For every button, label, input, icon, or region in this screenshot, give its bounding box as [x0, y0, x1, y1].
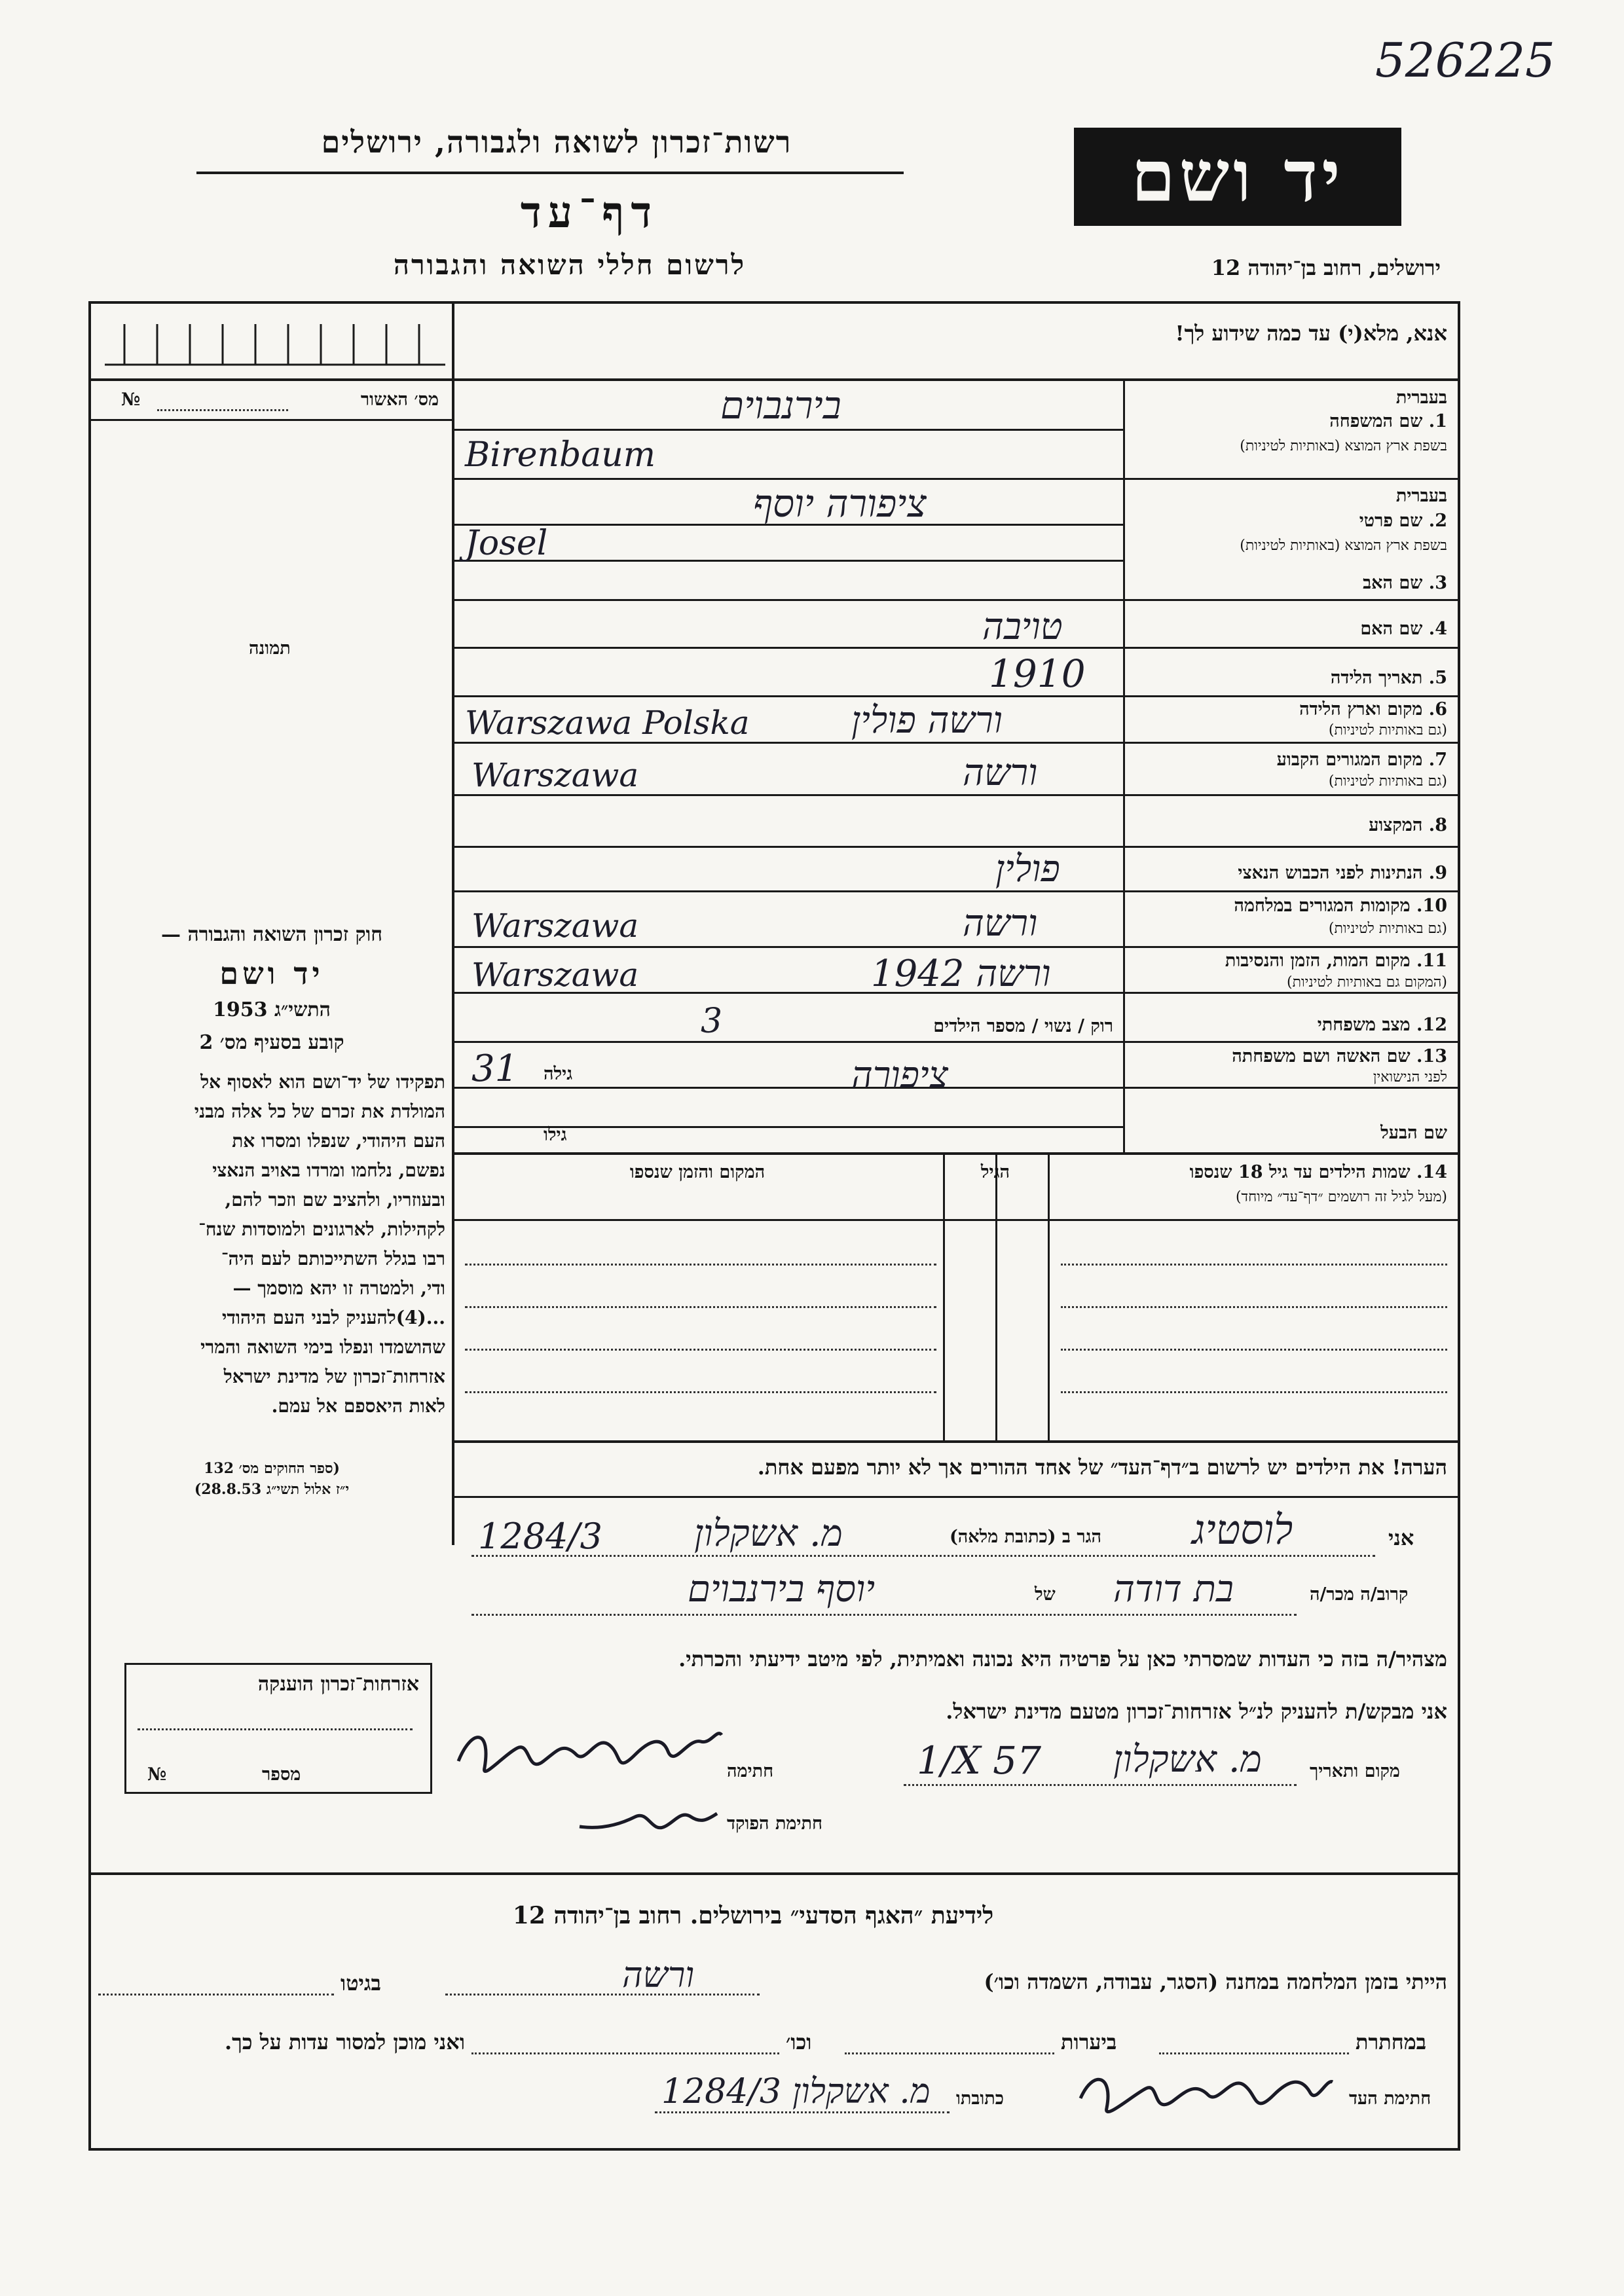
- law-line: שהושמדו ונפלו בימי השואה והמרי: [200, 1336, 445, 1358]
- notice-line1-value: ורשה: [622, 1954, 695, 1995]
- witness-address-no: 1284/3: [661, 2072, 781, 2111]
- approval-no-text: מס׳ האשור: [360, 390, 439, 410]
- witness-name-value: לוסטיג: [1192, 1506, 1293, 1554]
- request: אני מבקש/ת להעניק לנ״ל אזרחות־זכרון מטעם מדינת ישראל.: [946, 1699, 1447, 1724]
- witness-signature: [452, 1715, 727, 1787]
- nationality-label: 9. הנתינות לפני הכבוש הנאצי: [1238, 863, 1447, 883]
- citizenship-title: אזרחות־זכרון הוענקה: [257, 1673, 419, 1696]
- address: ירושלים, רחוב בן־יהודה 12: [1211, 255, 1441, 280]
- birthplace-heb-value: ורשה פולין: [851, 699, 1003, 742]
- law-line: ...(4)להעניק לבני העם היהודי: [222, 1307, 445, 1328]
- law-line: העם היהודי, שנפלו ומסרו את: [232, 1130, 445, 1152]
- wife-label: 13. שם האשה ושם משפחתה: [1232, 1046, 1447, 1066]
- war-residence-heb-value: ורשה: [963, 902, 1038, 945]
- surname-sub: בשפת ארץ המוצא (באותיות לטיניות): [1240, 438, 1447, 454]
- wife-sub: לפני הנישואין: [1373, 1069, 1447, 1085]
- law-line: לאות היאספם אל עמם.: [271, 1395, 445, 1417]
- marital-label: 12. מצב משפחתי: [1317, 1015, 1447, 1035]
- law-line: תפקידו של יד־ושם הוא לאסוף אל: [200, 1071, 445, 1093]
- firstname-label: 2. שם פרטי: [1359, 511, 1447, 531]
- relative-of-value: יוסף בירנבוים: [688, 1568, 876, 1611]
- authority-name: רשות־זכרון לשואה ולגבורה, ירושלים: [321, 124, 792, 160]
- law-line: המולדת את זכרם של כל אלה מבני: [194, 1101, 445, 1122]
- approval-ticks: [105, 324, 445, 367]
- hiding-label: במחתרת: [1356, 2030, 1427, 2054]
- war-residence-label: 10. מקומות המגורים במלחמה: [1234, 896, 1447, 916]
- statement: מצהיר/ה בזה כי העדות שמסרתי כאן על פרטיה היא נכונה ואמיתית, לפי מיטב ידיעתי והכרתי.: [678, 1647, 1447, 1671]
- law-title: חוק זכרון השואה והגבורה —: [161, 923, 382, 946]
- relative-label: קרוב/ה מכר/ה: [1310, 1584, 1409, 1605]
- death-place-lat-value: Warszawa: [471, 956, 639, 994]
- birthplace-sub: (גם באותיות לטיניות): [1328, 722, 1447, 738]
- mother-label: 4. שם האם: [1360, 619, 1447, 639]
- children-sub: (מעל לגיל זה רושמים ״דף־עד״ מיוחד): [1235, 1189, 1447, 1205]
- law-line: רבו בגלל השתייכותם לעם היה־: [221, 1248, 445, 1269]
- war-residence-sub: (גם באותיות לטיניות): [1328, 920, 1447, 937]
- surname-heb-value: בירנבוים: [720, 383, 841, 428]
- signature-label: חתימה: [727, 1761, 774, 1781]
- number-no: №: [147, 1764, 167, 1785]
- law-line: לקהילות, לארגונים ולמוסדות שנח־: [198, 1218, 445, 1240]
- law-ref: (ספר החוקים מס׳ 132: [204, 1460, 340, 1477]
- witness-sig-label: חתימת העד: [1349, 2088, 1431, 2109]
- form-title: דף־עד: [520, 187, 659, 238]
- form-subtitle: לרשום חללי השואה והגבורה: [393, 249, 747, 281]
- death-place-label: 11. מקום המות, הזמן והנסיבות: [1225, 951, 1447, 971]
- law-year: 1953: [213, 998, 268, 1021]
- approval-no-label: [131, 390, 439, 410]
- children-note: הערה! את הילדים יש לרשום ב״דף־העד״ של אחד ההורים אך לא יותר מפעם אחת.: [757, 1455, 1447, 1480]
- residence-lat-value: Warszawa: [471, 756, 639, 794]
- nationality-value: פולין: [995, 848, 1060, 890]
- etc-label: וכו׳: [786, 2030, 812, 2054]
- mother-value: טויבה: [982, 606, 1063, 648]
- firstname-heb-value: ציפורה יוסף: [753, 481, 927, 526]
- war-residence-lat-value: Warszawa: [471, 907, 639, 945]
- law-year-row: [98, 998, 445, 1021]
- death-place-sub: (המקום גם באותיות לטיניות): [1287, 974, 1447, 991]
- law-name: יד ושם: [219, 956, 324, 991]
- number-label: מספר: [262, 1764, 301, 1785]
- address-value: מ. אשקלון: [694, 1512, 843, 1555]
- officer-signature: [576, 1797, 720, 1843]
- residing-label: הגר ב (כתובת מלאה): [950, 1527, 1102, 1547]
- birthplace-label: 6. מקום וארץ הלידה: [1299, 699, 1447, 720]
- logo-text: יד ושם: [1131, 136, 1344, 218]
- residence-sub: (גם באותיות לטיניות): [1328, 773, 1447, 790]
- law-line: ובעוזריו, ולהציב שם וזכר להם,: [225, 1189, 445, 1211]
- children-count-value: 3: [701, 1002, 723, 1041]
- birthdate-label: 5. תאריך הלידה: [1330, 668, 1447, 688]
- age-col-header: הגיל: [980, 1162, 1010, 1182]
- firstname-lat-value: Josel: [465, 524, 548, 563]
- children-label: 14. שמות הילדים עד גיל 18 שנספו: [1189, 1162, 1447, 1182]
- hebrew-label-1: בעברית: [1395, 388, 1447, 408]
- law-ref2: י״ז אלול תשי״ג 28.8.53): [194, 1481, 350, 1498]
- wife-age-label: גילה: [544, 1064, 573, 1084]
- surname-lat-value: Birenbaum: [465, 435, 656, 475]
- father-label: 3. שם האב: [1363, 573, 1447, 593]
- archive-number: 526225: [1375, 33, 1555, 88]
- place-date-label: מקום ותאריך: [1310, 1761, 1400, 1781]
- place-value: מ. אשקלון: [1113, 1738, 1262, 1781]
- residence-label: 7. מקום המגורים הקבוע: [1276, 750, 1447, 770]
- relation-value: בת דודה: [1113, 1568, 1234, 1611]
- law-clause: קובע בסעיף מס׳ 2: [199, 1031, 344, 1054]
- hebrew-label-2: בעברית: [1395, 486, 1447, 506]
- witness-signature-bottom: [1074, 2059, 1336, 2124]
- approval-no-symbol: №: [121, 390, 141, 410]
- husband-label: שם הבעל: [1380, 1123, 1447, 1143]
- law-year-heb: התשי״ג: [274, 998, 331, 1021]
- address-number-value: 1284/3: [478, 1516, 602, 1557]
- law-line: ודי, ולמטרה זו יהא מוסמך —: [232, 1277, 445, 1299]
- notice-line1: הייתי בזמן המלחמה במחנה (הסגר, עבודה, השמדה וכו׳): [984, 1969, 1447, 1994]
- date-value: 1/X 57: [917, 1738, 1041, 1783]
- law-text: [98, 1067, 445, 1421]
- notice-title: לידיעת ״האגף הסדעי״ בירושלים. רחוב בן־יהודה 12: [512, 1902, 994, 1929]
- profession-label: 8. המקצוע: [1369, 815, 1447, 835]
- ghetto-label: בגיטו: [341, 1971, 381, 1995]
- place-time-col-header: המקום והזמן שנספו: [629, 1162, 766, 1182]
- forests-label: ביערות: [1061, 2030, 1117, 2054]
- i-label: אני: [1388, 1525, 1414, 1550]
- birthplace-lat-value: Warszawa Polska: [465, 704, 750, 742]
- instruction: אנא, מלא(י) עד כמה שידוע לך!: [1175, 321, 1447, 346]
- wife-name-value: ציפורה: [851, 1054, 949, 1097]
- death-place-heb-value: ורשה 1942: [871, 953, 1051, 995]
- officer-signature-label: חתימת הפוקד: [727, 1813, 822, 1834]
- firstname-sub: בשפת ארץ המוצא (באותיות לטיניות): [1240, 538, 1447, 554]
- witness-address-value: מ. אשקלון: [792, 2072, 931, 2111]
- photo-label: תמונה: [249, 638, 291, 659]
- residence-heb-value: ורשה: [963, 752, 1038, 794]
- of-label: של: [1035, 1584, 1056, 1605]
- wife-age-value: 31: [471, 1048, 519, 1090]
- birthdate-value: 1910: [989, 651, 1086, 696]
- ready-text: ואני מוכן למסור עדות על כך.: [224, 2030, 465, 2054]
- yad-vashem-logo: [1074, 128, 1401, 226]
- husband-age-label: גילו: [544, 1125, 567, 1145]
- marital-options: רוק / נשוי / מספר הילדים: [933, 1016, 1113, 1036]
- surname-label: 1. שם המשפחה: [1329, 411, 1447, 431]
- address-label: כתובתו: [956, 2088, 1004, 2109]
- law-line: אזרחות־זכרון של מדינת ישראל: [223, 1366, 445, 1387]
- law-line: נפשם, נלחמו ומרדו באויב הנאצי: [212, 1159, 445, 1181]
